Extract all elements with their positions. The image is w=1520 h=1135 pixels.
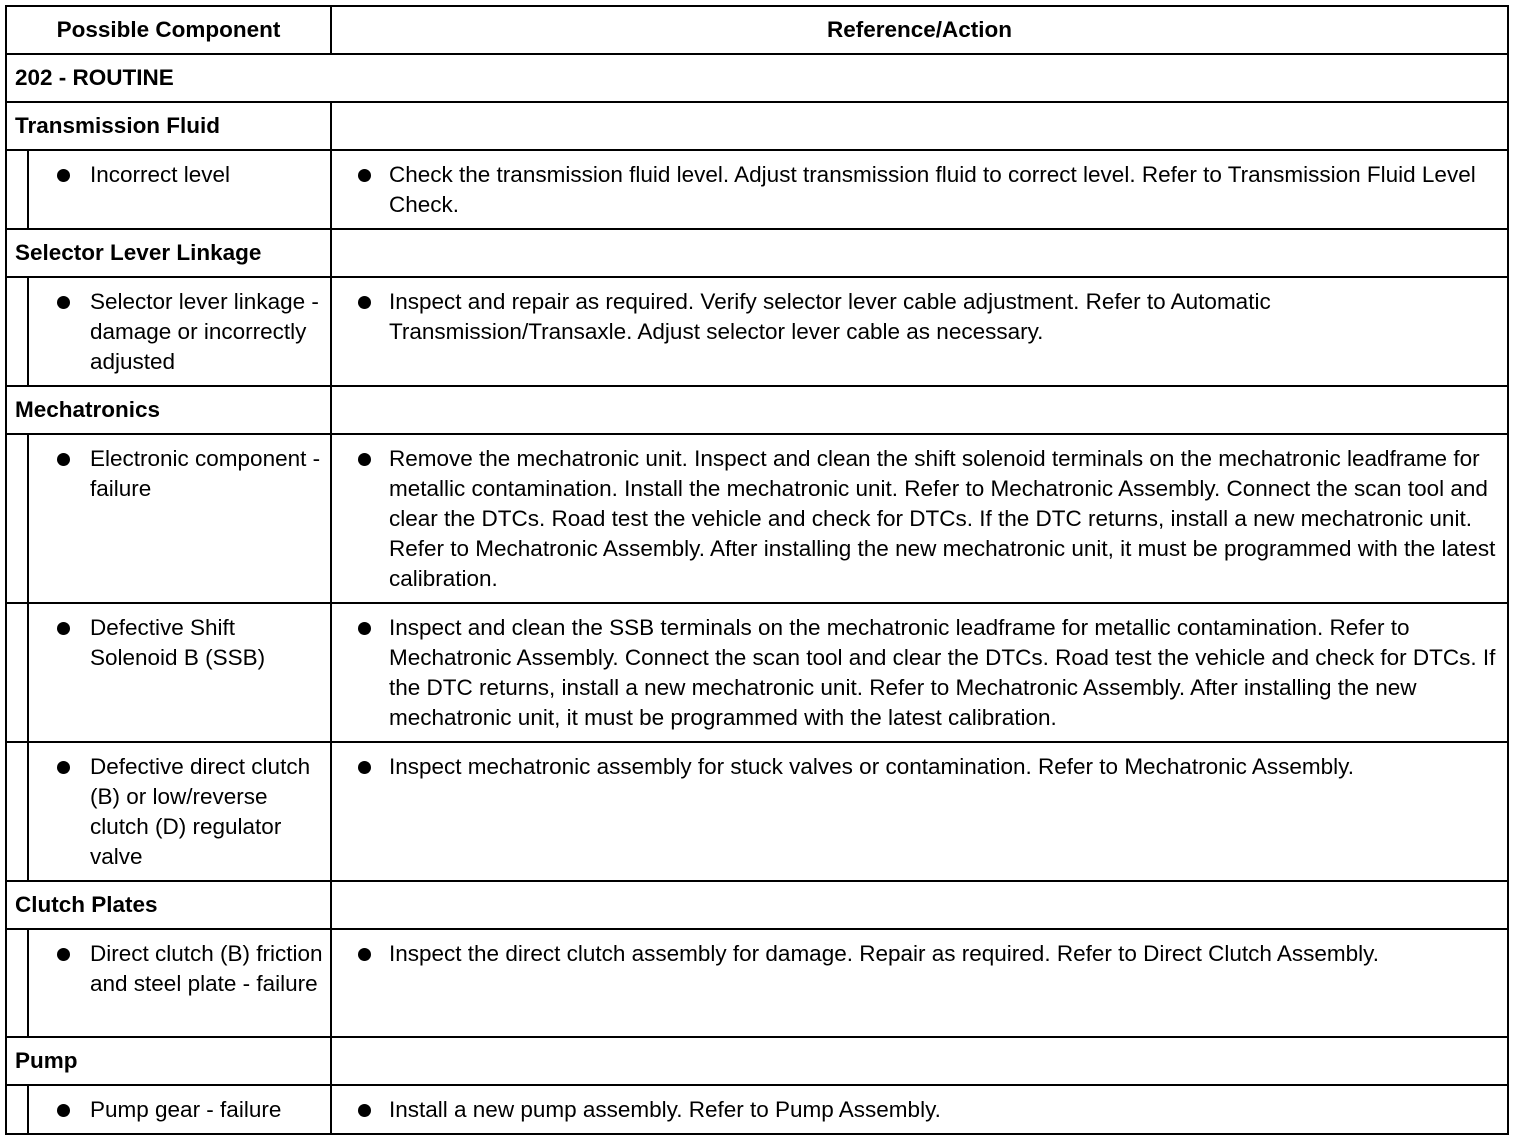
action-cell bbox=[331, 929, 1508, 1037]
section-row bbox=[6, 229, 1508, 277]
action-text: Inspect mechatronic assembly for stuck valves or contamination. Refer to Mechatronic Assembly. bbox=[389, 754, 1354, 779]
bullet-icon bbox=[57, 1104, 70, 1117]
section-empty-cell bbox=[331, 881, 1508, 929]
action-cell bbox=[331, 603, 1508, 742]
table-row bbox=[6, 277, 1508, 386]
section-title: Transmission Fluid bbox=[6, 102, 331, 150]
component-cell bbox=[6, 1085, 331, 1134]
component-text: Defective Shift Solenoid B (SSB) bbox=[90, 615, 266, 670]
bullet-icon bbox=[358, 1104, 371, 1117]
component-cell bbox=[6, 742, 331, 881]
header-reference-action: Reference/Action bbox=[331, 6, 1508, 54]
section-row bbox=[6, 386, 1508, 434]
section-title: Pump bbox=[6, 1037, 331, 1085]
action-text: Inspect the direct clutch assembly for damage. Repair as required. Refer to Direct Clutch Assembly. bbox=[389, 941, 1380, 966]
bullet-icon bbox=[358, 622, 371, 635]
table-row bbox=[6, 434, 1508, 603]
table-row bbox=[6, 929, 1508, 1037]
bullet-icon bbox=[57, 761, 70, 774]
section-row bbox=[6, 102, 1508, 150]
header-possible-component: Possible Component bbox=[6, 6, 331, 54]
action-cell bbox=[331, 1085, 1508, 1134]
action-text: Inspect and repair as required. Verify selector lever cable adjustment. Refer to Automatic Transmission/Transaxle. Adjust selector lever cable as necessary. bbox=[389, 289, 1271, 344]
table-row bbox=[6, 1085, 1508, 1134]
component-cell bbox=[6, 150, 331, 229]
component-text: Incorrect level bbox=[90, 162, 231, 187]
component-text: Pump gear - failure bbox=[90, 1097, 282, 1122]
routine-label: 202 - ROUTINE bbox=[6, 54, 1508, 102]
bullet-icon bbox=[57, 622, 70, 635]
action-cell bbox=[331, 434, 1508, 603]
table-row bbox=[6, 150, 1508, 229]
component-cell bbox=[6, 434, 331, 603]
table-row bbox=[6, 742, 1508, 881]
section-empty-cell bbox=[331, 229, 1508, 277]
action-text: Check the transmission fluid level. Adjust transmission fluid to correct level. Refer to Transmission Fluid Level Check. bbox=[389, 162, 1476, 217]
bullet-icon bbox=[57, 296, 70, 309]
action-cell bbox=[331, 150, 1508, 229]
table-row bbox=[6, 603, 1508, 742]
section-title: Clutch Plates bbox=[6, 881, 331, 929]
bullet-icon bbox=[57, 948, 70, 961]
bullet-icon bbox=[57, 169, 70, 182]
section-title: Mechatronics bbox=[6, 386, 331, 434]
action-cell bbox=[331, 742, 1508, 881]
bullet-icon bbox=[358, 761, 371, 774]
component-cell bbox=[6, 277, 331, 386]
action-text: Install a new pump assembly. Refer to Pump Assembly. bbox=[389, 1097, 941, 1122]
section-empty-cell bbox=[331, 1037, 1508, 1085]
component-text: Direct clutch (B) friction and steel plate - failure bbox=[90, 941, 323, 996]
routine-row bbox=[6, 54, 1508, 102]
section-empty-cell bbox=[331, 386, 1508, 434]
diagnostic-table bbox=[5, 5, 1509, 1135]
section-row bbox=[6, 1037, 1508, 1085]
bullet-icon bbox=[358, 296, 371, 309]
action-cell bbox=[331, 277, 1508, 386]
action-text: Remove the mechatronic unit. Inspect and clean the shift solenoid terminals on the mechatronic leadframe for metallic contamination. Install the mechatronic unit. Refer to Mechatronic Assembly. Connect the scan tool and clear the DTCs. Road test the vehicle and check for DTCs. If the DTC returns, install a new mechatronic unit. Refer to Mechatronic Assembly. After installing the new mechatronic unit, it must be programmed with the latest calibration. bbox=[389, 446, 1496, 591]
section-row bbox=[6, 881, 1508, 929]
bullet-icon bbox=[57, 453, 70, 466]
bullet-icon bbox=[358, 169, 371, 182]
action-text: Inspect and clean the SSB terminals on the mechatronic leadframe for metallic contamination. Refer to Mechatronic Assembly. Connect the scan tool and clear the DTCs. Road test the vehicle and check for DTCs. If the DTC returns, install a new mechatronic unit. Refer to Mechatronic Assembly. After installing the new mechatronic unit, it must be programmed with the latest calibration. bbox=[389, 615, 1496, 730]
component-cell bbox=[6, 929, 331, 1037]
bullet-icon bbox=[358, 948, 371, 961]
section-title: Selector Lever Linkage bbox=[6, 229, 331, 277]
bullet-icon bbox=[358, 453, 371, 466]
component-cell bbox=[6, 603, 331, 742]
section-empty-cell bbox=[331, 102, 1508, 150]
header-row bbox=[6, 6, 1508, 54]
component-text: Defective direct clutch (B) or low/reverse clutch (D) regulator valve bbox=[90, 754, 311, 869]
component-text: Electronic component - failure bbox=[90, 446, 321, 501]
component-text: Selector lever linkage - damage or incorrectly adjusted bbox=[90, 289, 319, 374]
